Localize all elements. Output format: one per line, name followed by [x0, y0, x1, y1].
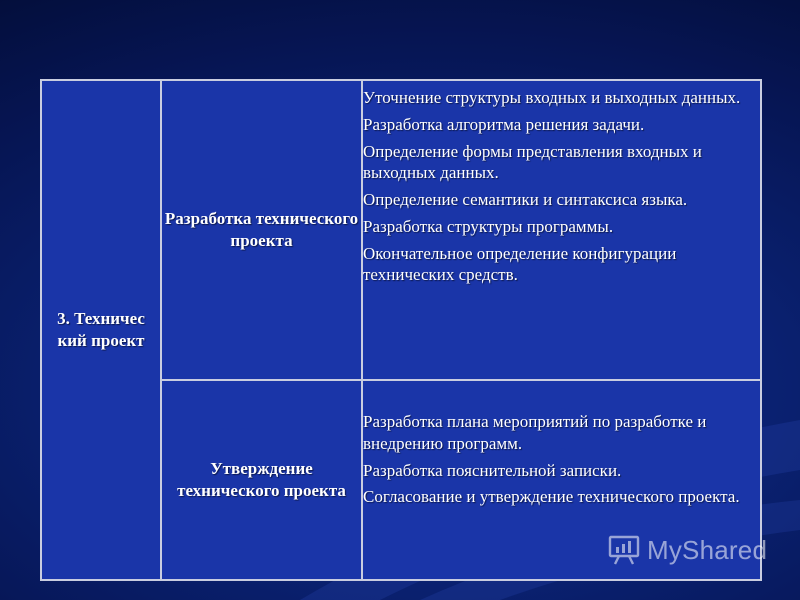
task-item: Разработка алгоритма решения задачи.: [363, 114, 645, 134]
table-row: [41, 80, 761, 380]
task-item: Окончательное определение конфигурации технических средств.: [363, 243, 677, 285]
watermark-text: MyShared: [647, 534, 768, 565]
stage-cell: [41, 80, 161, 580]
task-item: Уточнение структуры входных и выходных данных.: [363, 88, 741, 107]
technical-project-table: [40, 79, 762, 581]
task-item: Определение семантики и синтаксиса языка.: [363, 190, 688, 209]
phase-label: Разработка технического проекта: [164, 209, 359, 250]
myshared-watermark: [607, 533, 767, 567]
phase-cell: [161, 380, 362, 580]
tasks-cell: [362, 80, 761, 380]
task-item: Разработка плана мероприятий по разработке и внедрению программ.: [363, 412, 707, 453]
task-item: Определение формы представления входных и выходных данных.: [363, 141, 702, 183]
stage-label: 3. Техничес кий проект: [57, 309, 145, 350]
phase-label: Утверждение технического проекта: [177, 459, 346, 500]
task-item: Согласование и утверждение технического проекта.: [363, 487, 740, 507]
presentation-board-icon: [607, 533, 641, 567]
phase-cell: [161, 80, 362, 380]
task-item: Разработка пояснительной записки.: [363, 460, 622, 480]
task-item: Разработка структуры программы.: [363, 216, 614, 236]
